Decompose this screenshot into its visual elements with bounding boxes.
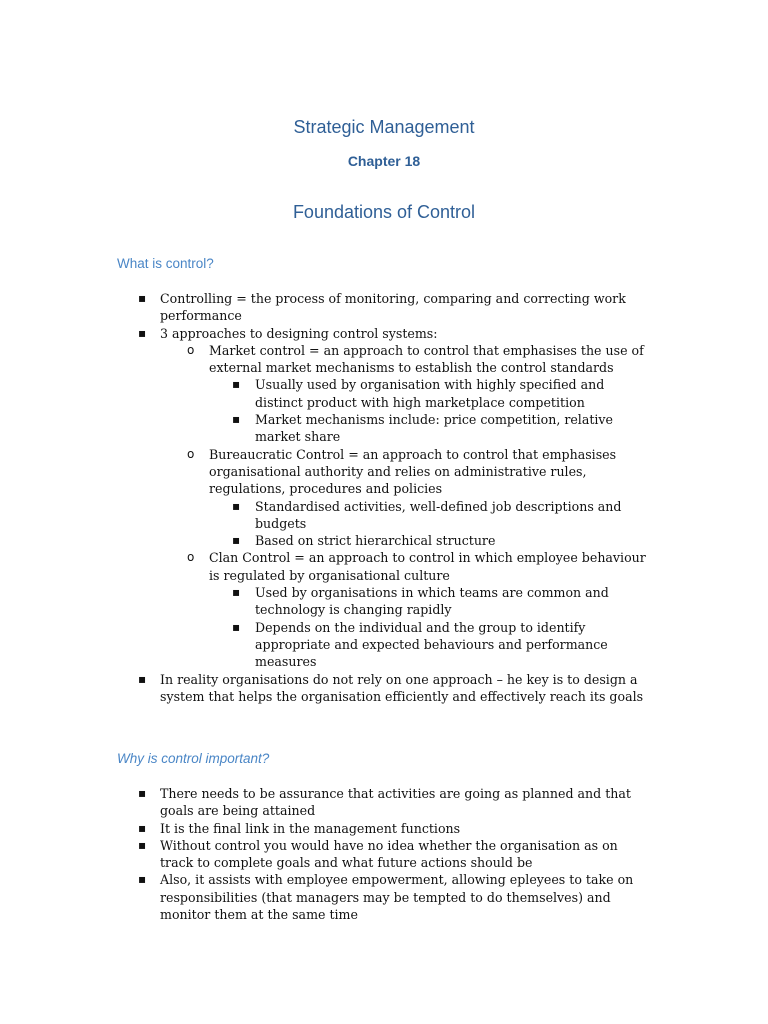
list-item-text: Clan Control = an approach to control in which employee behaviour is regulated by organisational culture [209,550,646,583]
list-item-text: Standardised activities, well-defined job descriptions and budgets [255,498,622,531]
square-bullet-icon: ▪ [138,820,147,835]
document-title: Strategic Management [293,117,475,137]
square-bullet-icon: ▪ [138,291,147,305]
list-item-text: Market control = an approach to control that emphasises the use of external market mechanisms to establish the control standards [209,342,644,376]
list-item [232,411,653,446]
list-item [138,671,650,706]
circle-bullet-icon: o [187,446,195,461]
circle-bullet-icon: o [187,342,195,357]
list-item [138,871,650,923]
list-item-text: Based on strict hierarchical structure [255,533,496,549]
list-item [232,584,653,619]
list-item-text: Also, it assists with employee empowerment, allowing epleyees to take on responsibilities (that managers may be tempted to do themselves) and monitor them at the same time [160,872,634,923]
square-bullet-icon: ▪ [138,671,147,686]
list-item [187,342,653,377]
list-item-text: Market mechanisms include: price competition, relative market share [255,412,613,445]
list-item-text: Bureaucratic Control = an approach to control that emphasises organisational authority and relies on administrative rules, regulations, procedures and policies [209,446,617,497]
square-bullet-icon: ▪ [232,585,241,600]
list-item-text: Controlling = the process of monitoring, comparing and correcting work performance [160,291,626,324]
square-bullet-icon: ▪ [232,533,241,548]
list-item [232,619,653,671]
square-bullet-icon: ▪ [232,377,241,392]
section-heading-why-important: Why is control important? [117,751,270,766]
section-heading-what-is-control: What is control? [117,256,214,271]
square-bullet-icon: ▪ [232,498,241,513]
list-item-text: 3 approaches to designing control systems: [160,325,438,341]
list-item [187,446,653,498]
list-item [138,785,650,820]
list-item [138,325,650,342]
list-item [232,376,653,411]
list-item-text: Depends on the individual and the group to identify appropriate and expected behaviours and performance measures [255,619,608,670]
list-item-text: In reality organisations do not rely on one approach – he key is to design a system that helps the organisation efficiently and effectively reach its goals [160,671,644,704]
circle-bullet-icon: o [187,550,195,565]
list-item-text: Used by organisations in which teams are common and technology is changing rapidly [255,585,609,618]
square-bullet-icon: ▪ [138,872,147,887]
list-item-text: Usually used by organisation with highly specified and distinct product with high marketplace competition [255,377,605,410]
square-bullet-icon: ▪ [138,325,147,340]
square-bullet-icon: ▪ [232,412,241,427]
square-bullet-icon: ▪ [138,786,147,800]
importance-list [0,785,650,923]
list-item [187,549,653,584]
list-item [138,837,650,872]
document-subtitle: Foundations of Control [292,202,476,222]
list-item-text: Without control you would have no idea whether the organisation as on track to complete goals and what future actions should be [160,837,618,871]
list-item-text: There needs to be assurance that activities are going as planned and that goals are being attained [160,786,631,819]
list-item [232,498,653,533]
control-list [0,290,653,705]
list-item [232,532,653,549]
square-bullet-icon: ▪ [138,837,147,852]
square-bullet-icon: ▪ [232,619,241,634]
list-item [138,290,650,325]
chapter-label: Chapter 18 [347,153,421,169]
list-item [138,820,650,837]
list-item-text: It is the final link in the management functions [160,820,461,836]
